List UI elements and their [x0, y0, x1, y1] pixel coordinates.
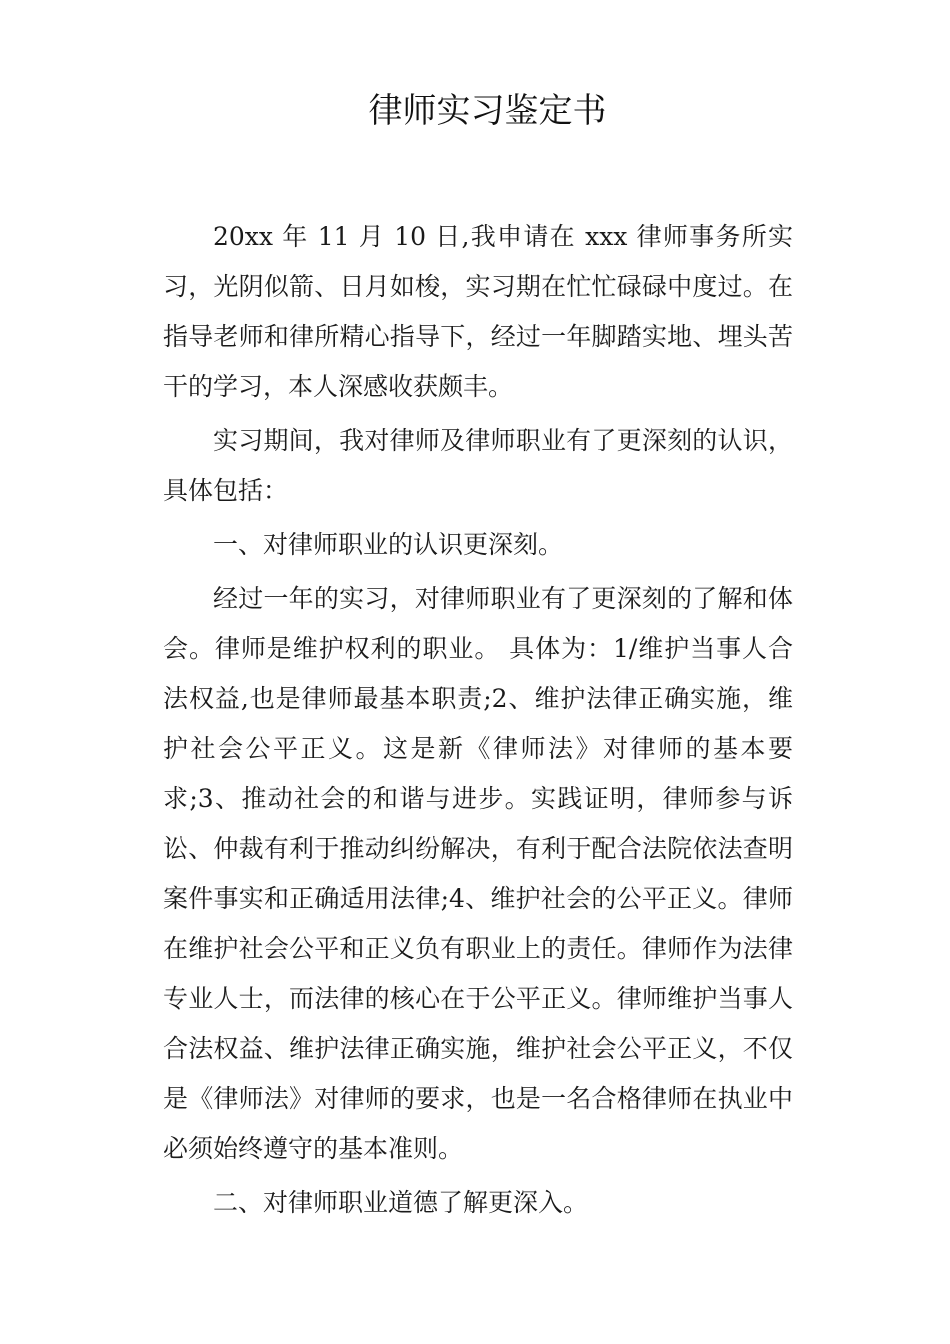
paragraph-profession-details: 经过一年的实习，对律师职业有了更深刻的了解和体会。律师是维护权利的职业。 具体为：1/维护当事人合法权益,也是律师最基本职责;2、维护法律正确实施，维护社会公平正义。这是新《律师法》对律师的基本要求;3、推动社会的和谐与进步。实践证明，律师参与诉讼、仲裁有利于推动纠纷解决，有利于配合法院依法查明案件事实和正确适用法律;4、维护社会的公平正义。律师在维护社会公平和正义负有职业上的责任。律师作为法律专业人士，而法律的核心在于公平正义。律师维护当事人合法权益、维护法律正确实施，维护社会公平正义，不仅是《律师法》对律师的要求，也是一名合格律师在执业中必须始终遵守的基本准则。: [163, 584, 793, 1163]
document-body: [163, 212, 793, 1232]
section-heading-one: 一、对律师职业的认识更深刻。: [213, 530, 564, 559]
paragraph-internship-intro: 20xx 年 11 月 10 日,我申请在 xxx 律师事务所实习，光阴似箭、日月如梭，实习期在忙忙碌碌中度过。在指导老师和律所精心指导下，经过一年脚踏实地、埋头苦干的学习，本人深感收获颇丰。: [163, 222, 793, 401]
document-title: 律师实习鉴定书: [368, 91, 607, 131]
section-heading-two: 二、对律师职业道德了解更深入。: [213, 1188, 589, 1217]
paragraph-understanding: 实习期间，我对律师及律师职业有了更深刻的认识，具体包括：: [163, 426, 793, 505]
